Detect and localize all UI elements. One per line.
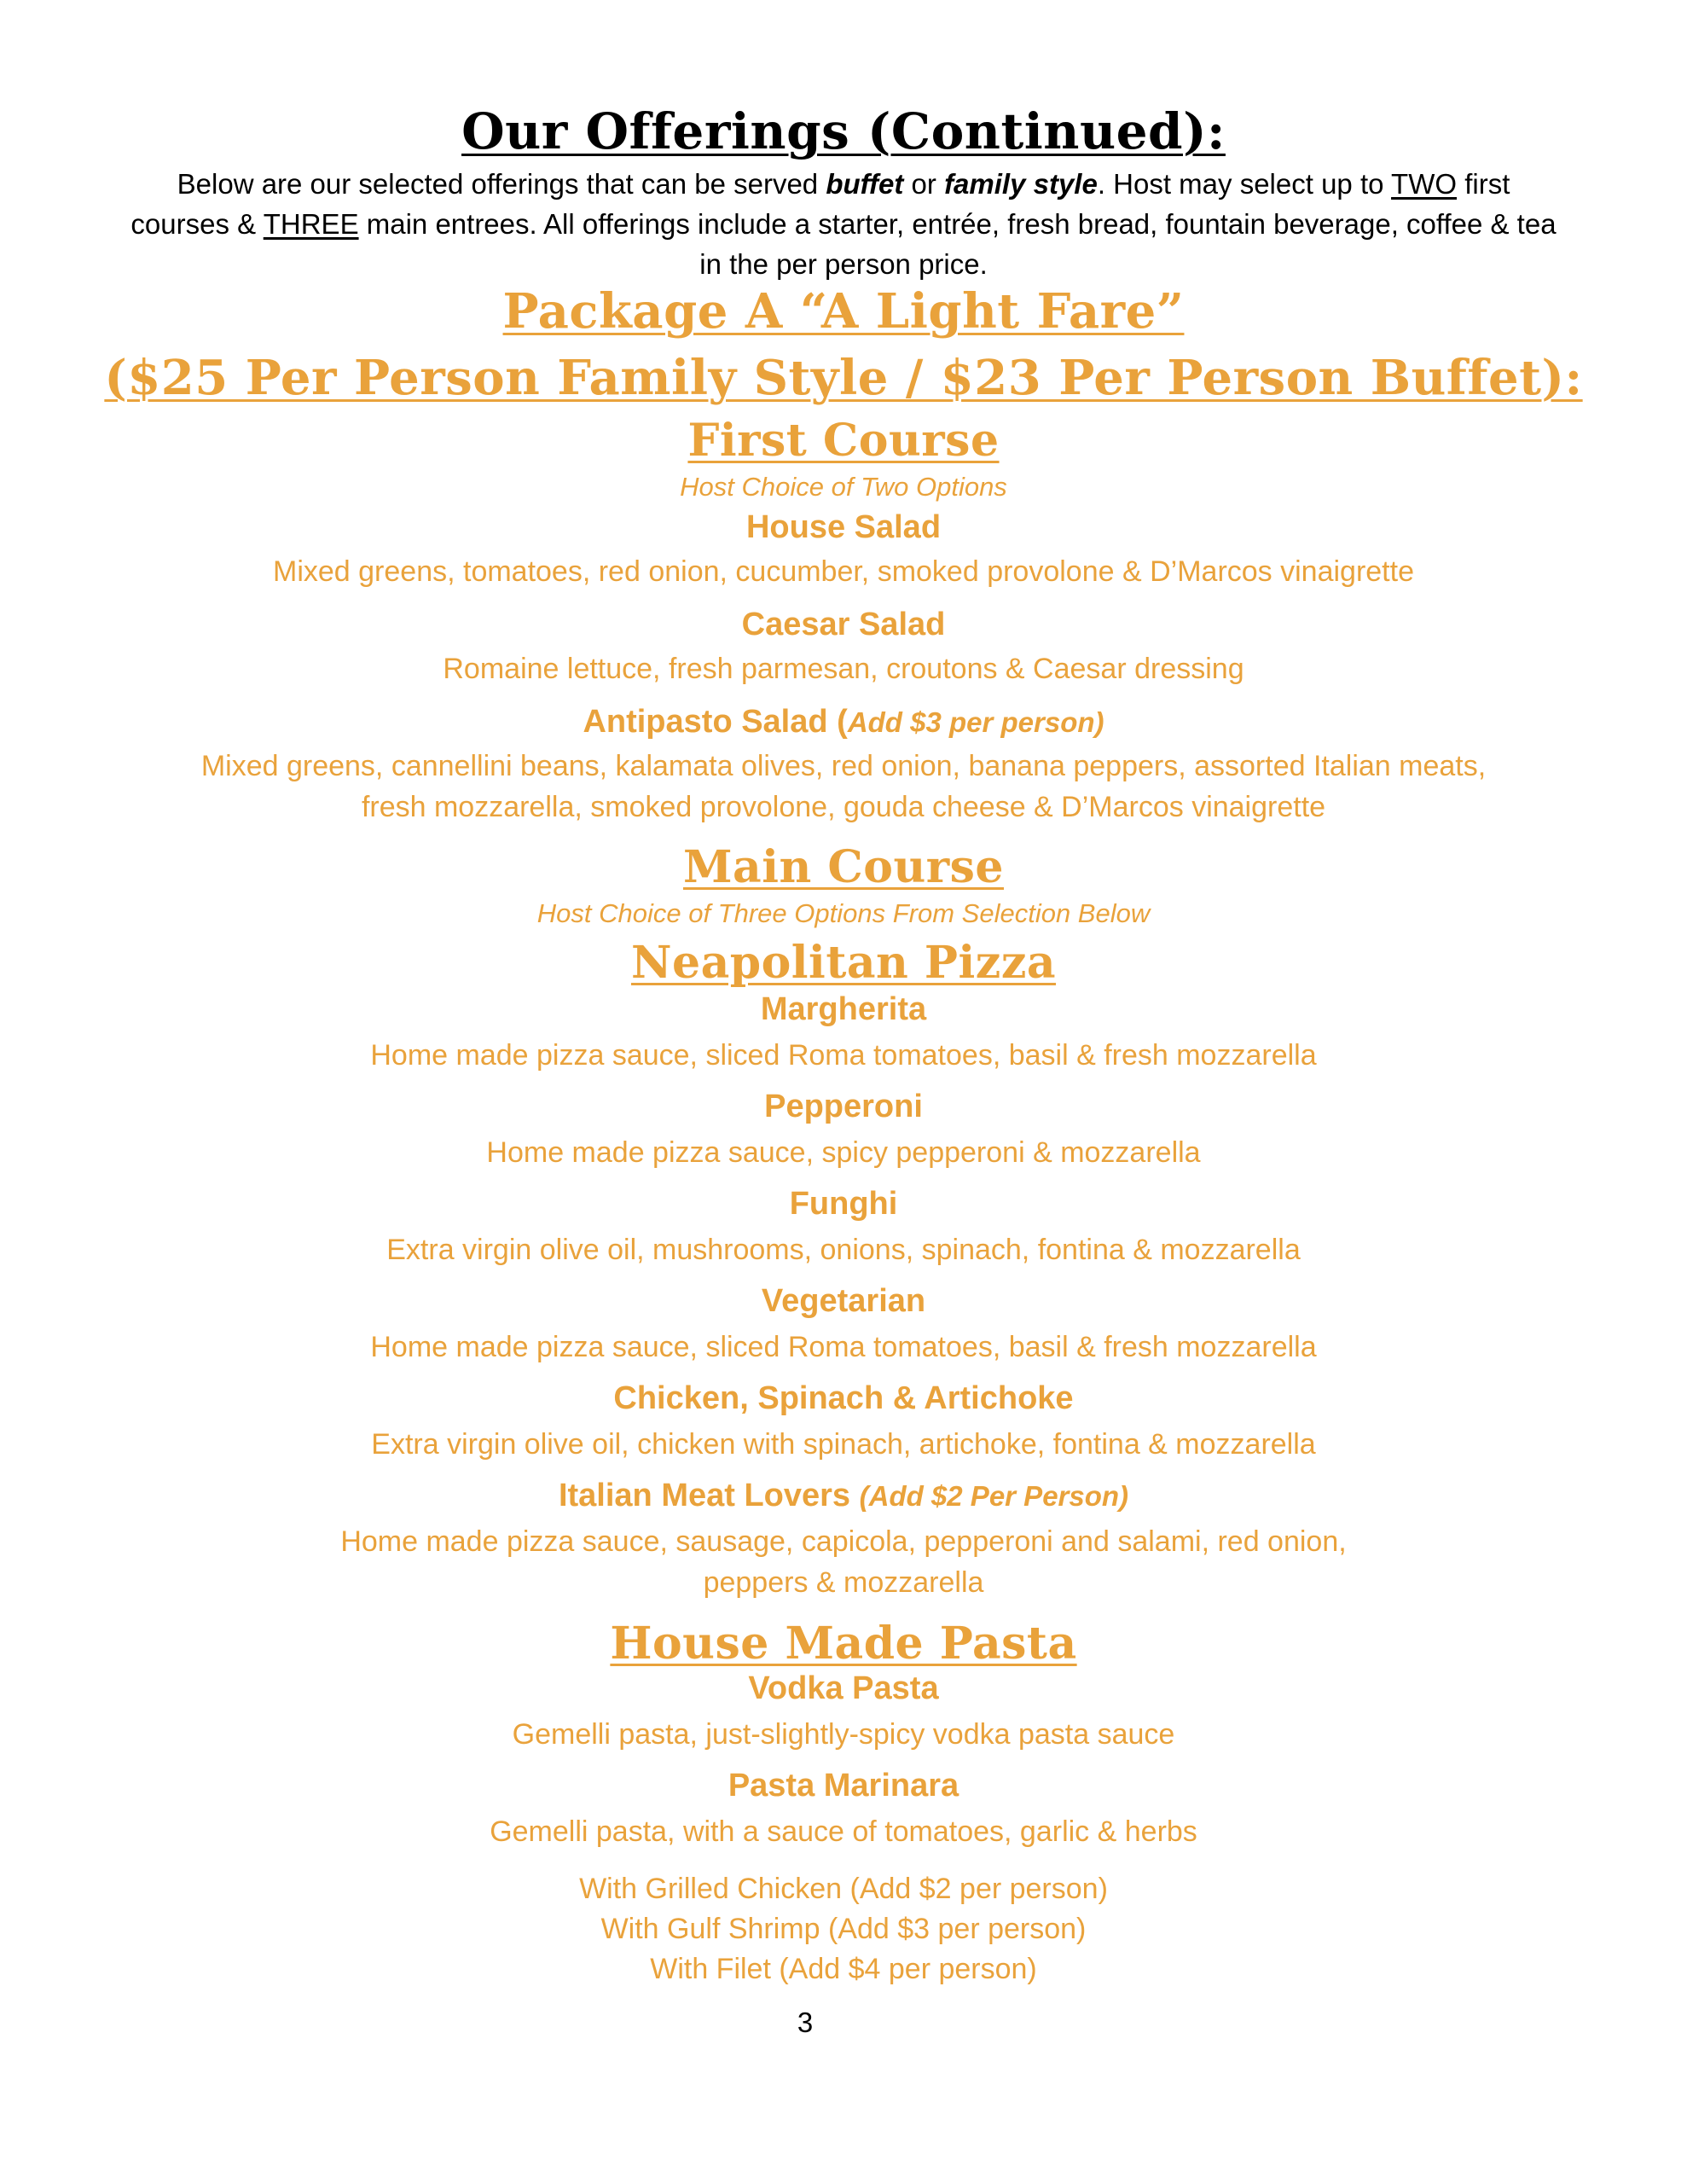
menu-item-name: Caesar Salad [741,607,946,642]
intro-text: courses & [130,208,264,240]
menu-item-desc: Home made pizza sauce, sliced Roma tomatoes, basil & fresh mozzarella [370,1039,1317,1072]
menu-item-desc: Gemelli pasta, with a sauce of tomatoes, garlic & herbs [490,1815,1197,1848]
intro-three: THREE [263,208,359,240]
intro-family-style: family style [944,168,1098,200]
main-course-hint: Host Choice of Three Options From Selection Below [536,898,1151,928]
item-name-text: Antipasto Salad ( [583,704,848,740]
intro-buffet: buffet [826,168,904,200]
menu-item-desc: fresh mozzarella, smoked provolone, gouda cheese & D’Marcos vinaigrette [361,791,1326,823]
intro-line-1 [0,164,1687,204]
price-note: Add $3 per person) [847,706,1104,738]
menu-item-name: Margherita [760,991,927,1027]
intro-text: Below are our selected offerings that can be served [177,168,826,200]
menu-item-desc: Mixed greens, tomatoes, red onion, cucumber, smoked provolone & D’Marcos vinaigrette [273,555,1414,588]
pasta-addon: With Gulf Shrimp (Add $3 per person) [600,1913,1087,1945]
package-price: ($25 Per Person Family Style / $23 Per Person Buffet): [104,350,1583,406]
menu-item-name [0,704,1687,741]
page-number: 3 [797,2007,814,2038]
menu-item-name [0,1478,1687,1514]
intro-line-2 [0,204,1687,244]
menu-item-name: Funghi [789,1186,898,1222]
menu-item-desc: Gemelli pasta, just-slightly-spicy vodka pasta sauce [512,1718,1175,1751]
intro-line-3: in the per person price. [699,248,988,280]
intro-text: main entrees. All offerings include a starter, entrée, fresh bread, fountain beverage, coffee & tea [358,208,1557,240]
menu-item-name: Pasta Marinara [728,1768,959,1804]
menu-item-desc: Mixed greens, cannellini beans, kalamata olives, red onion, banana peppers, assorted Italian meats, [200,750,1487,782]
price-note: (Add $2 Per Person) [859,1480,1129,1512]
menu-item-desc: Extra virgin olive oil, chicken with spinach, artichoke, fontina & mozzarella [371,1428,1316,1461]
intro-text: first [1457,168,1510,200]
intro-text: or [903,168,945,200]
pasta-addon: With Filet (Add $4 per person) [650,1953,1037,1985]
menu-item-desc: Romaine lettuce, fresh parmesan, croutons & Caesar dressing [443,653,1244,685]
menu-item-desc: peppers & mozzarella [703,1566,984,1599]
intro-two: TWO [1391,168,1458,200]
menu-item-name: Pepperoni [764,1089,923,1124]
package-name: Package A “A Light Fare” [502,283,1185,340]
menu-item-desc: Home made pizza sauce, sausage, capicola, pepperoni and salami, red onion, [340,1525,1347,1558]
intro-text: . Host may select up to [1097,168,1392,200]
pizza-heading: Neapolitan Pizza [630,937,1057,989]
first-course-hint: Host Choice of Two Options [680,472,1007,502]
menu-item-name: House Salad [745,509,942,545]
pasta-addon: With Grilled Chicken (Add $2 per person) [579,1873,1108,1905]
item-name-text: Italian Meat Lovers [558,1478,860,1513]
menu-item-desc: Home made pizza sauce, sliced Roma tomatoes, basil & fresh mozzarella [370,1331,1317,1363]
menu-item-desc: Home made pizza sauce, spicy pepperoni & mozzarella [486,1136,1201,1169]
pasta-heading: House Made Pasta [610,1618,1077,1670]
main-course-heading: Main Course [682,841,1005,893]
menu-item-name: Vodka Pasta [748,1670,939,1706]
menu-item-desc: Extra virgin olive oil, mushrooms, onions, spinach, fontina & mozzarella [386,1234,1301,1266]
menu-item-name: Chicken, Spinach & Artichoke [613,1380,1074,1416]
menu-item-name: Vegetarian [761,1283,926,1319]
page-title: Our Offerings (Continued): [461,102,1226,160]
first-course-heading: First Course [687,415,1000,467]
